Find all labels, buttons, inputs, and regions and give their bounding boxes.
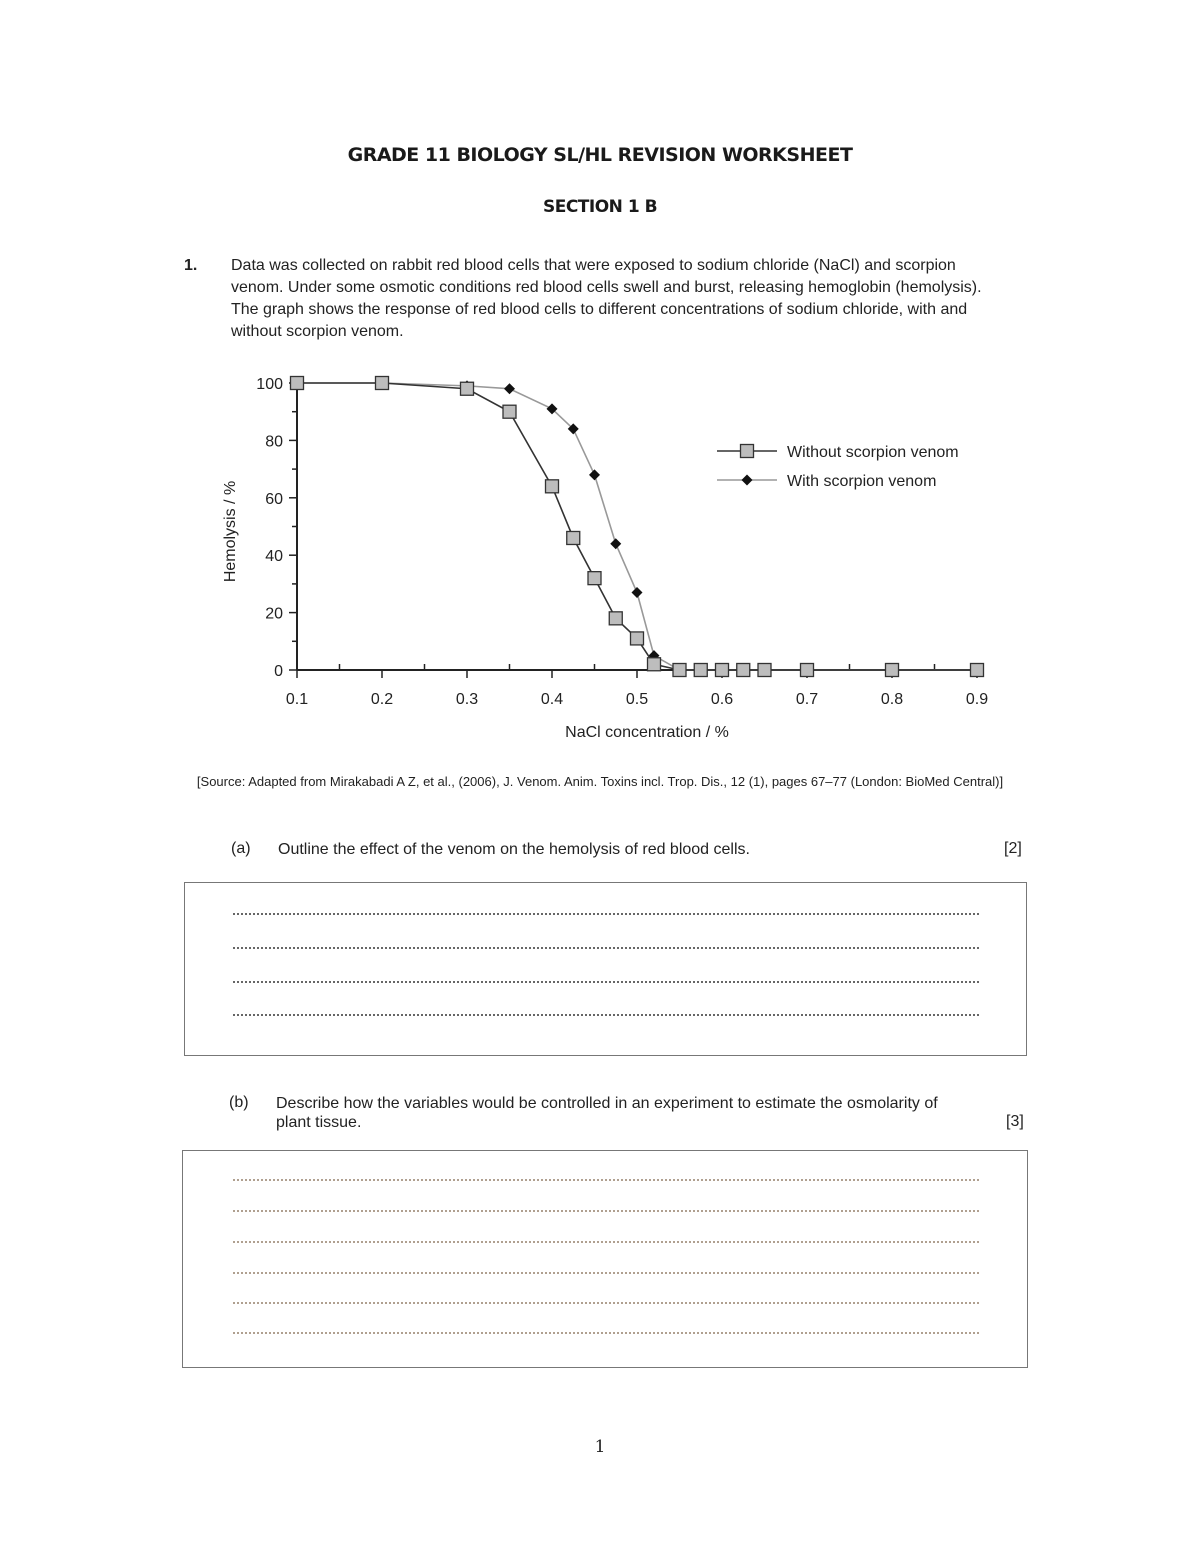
- series-without-scorpion-venom: [291, 377, 984, 677]
- data-point: [758, 664, 771, 677]
- answer-line[interactable]: [233, 1302, 979, 1304]
- data-point: [461, 382, 474, 395]
- series-with-scorpion-venom: [292, 378, 983, 676]
- data-point: [971, 664, 984, 677]
- y-tick-label: 80: [265, 433, 283, 451]
- x-tick-label: 0.5: [625, 691, 649, 708]
- data-point: [589, 469, 600, 480]
- x-tick-label: 0.3: [455, 691, 479, 708]
- x-tick-label: 0.8: [880, 691, 904, 708]
- legend-label: Without scorpion venom: [787, 444, 959, 461]
- data-point: [609, 612, 622, 625]
- answer-line[interactable]: [233, 1332, 979, 1334]
- part-a-question: Outline the effect of the venom on the hemolysis of red blood cells.: [278, 841, 750, 858]
- question-stem: Data was collected on rabbit red blood cells that were exposed to sodium chloride (NaCl) and scorpion venom. Under some osmotic conditions red blood cells swell and burst, releasing hemoglobin (hemolysis). The graph shows the response of red blood cells to different concentrations of sodium chloride, with and without scorpion venom.: [231, 257, 982, 340]
- y-tick-label: 100: [256, 376, 283, 393]
- data-point: [504, 383, 515, 394]
- part-b-question: Describe how the variables would be controlled in an experiment to estimate the osmolarity of plant tissue.: [276, 1095, 938, 1131]
- answer-line[interactable]: [233, 1014, 979, 1016]
- data-point: [694, 664, 707, 677]
- question-number: 1.: [184, 257, 198, 274]
- answer-line[interactable]: [233, 913, 979, 915]
- legend-marker: [741, 445, 754, 458]
- series-line: [297, 383, 977, 670]
- answer-line[interactable]: [233, 1210, 979, 1212]
- data-point: [291, 377, 304, 390]
- x-tick-label: 0.1: [285, 691, 309, 708]
- part-b-label: (b): [229, 1094, 249, 1111]
- hemolysis-line-chart: [200, 360, 1020, 750]
- series-line: [297, 383, 977, 670]
- x-tick-label: 0.7: [795, 691, 819, 708]
- source-citation: [Source: Adapted from Mirakabadi A Z, et al., (2006), J. Venom. Anim. Toxins incl. Trop. Dis., 12 (1), pages 67–77 (London: BioMed Central)]: [196, 774, 1004, 789]
- legend-marker: [742, 475, 753, 486]
- legend-label: With scorpion venom: [787, 473, 937, 490]
- chart-axes: [222, 376, 988, 741]
- legend-entry: [717, 444, 959, 461]
- x-tick-label: 0.9: [965, 691, 989, 708]
- section-heading: SECTION 1 B: [542, 197, 658, 217]
- answer-box-a[interactable]: [184, 882, 1027, 1056]
- data-point: [588, 572, 601, 585]
- answer-line[interactable]: [233, 1241, 979, 1243]
- x-tick-label: 0.2: [370, 691, 394, 708]
- y-tick-label: 60: [265, 490, 283, 508]
- data-point: [801, 664, 814, 677]
- data-point: [737, 664, 750, 677]
- x-tick-label: 0.4: [540, 691, 564, 708]
- part-b-marks: [3]: [1006, 1113, 1024, 1130]
- chart-legend: [717, 444, 959, 490]
- data-point: [632, 587, 643, 598]
- worksheet-title: GRADE 11 BIOLOGY SL/HL REVISION WORKSHEET: [347, 144, 853, 166]
- x-tick-label: 0.6: [710, 691, 734, 708]
- y-axis-title: Hemolysis / %: [222, 480, 239, 583]
- answer-line[interactable]: [233, 1272, 979, 1274]
- data-point: [503, 405, 516, 418]
- data-point: [648, 658, 661, 671]
- answer-line[interactable]: [233, 981, 979, 983]
- data-point: [610, 538, 621, 549]
- data-point: [716, 664, 729, 677]
- legend-entry: [717, 473, 936, 490]
- answer-box-b[interactable]: [182, 1150, 1028, 1368]
- chart-series: [291, 377, 984, 677]
- data-point: [673, 664, 686, 677]
- x-axis-title: NaCl concentration / %: [565, 724, 729, 741]
- y-tick-label: 0: [274, 663, 283, 680]
- page-number: 1: [594, 1437, 606, 1457]
- data-point: [546, 480, 559, 493]
- data-point: [567, 531, 580, 544]
- part-a-label: (a): [231, 840, 251, 857]
- answer-line[interactable]: [233, 1179, 979, 1181]
- answer-line[interactable]: [233, 947, 979, 949]
- part-a-marks: [2]: [1004, 840, 1022, 857]
- data-point: [886, 664, 899, 677]
- y-tick-label: 20: [265, 605, 283, 623]
- data-point: [376, 377, 389, 390]
- y-tick-label: 40: [265, 548, 283, 566]
- data-point: [631, 632, 644, 645]
